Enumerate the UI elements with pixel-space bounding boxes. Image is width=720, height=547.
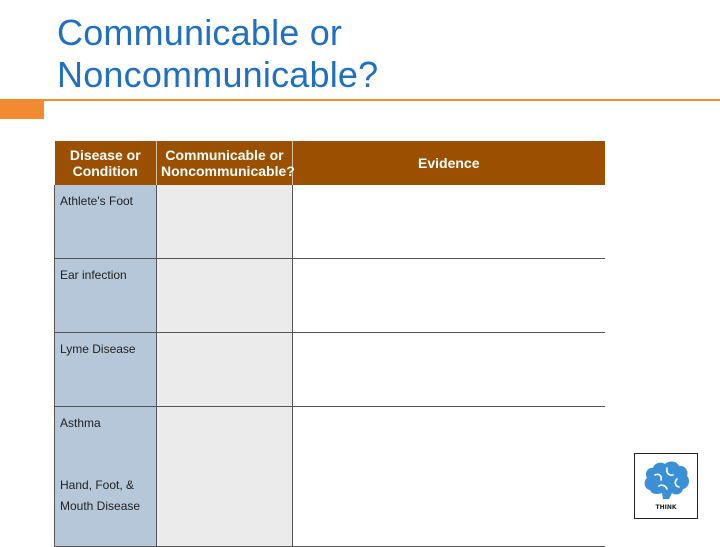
condition-cell	[55, 185, 157, 259]
evidence-cell[interactable]	[293, 407, 605, 547]
think-label: THINK	[655, 504, 677, 511]
table-header-row	[55, 141, 605, 185]
accent-rule-line	[42, 99, 720, 101]
condition-label: Athlete's Foot	[60, 194, 133, 208]
table-row	[55, 333, 605, 407]
table-row	[55, 185, 605, 259]
condition-label: Asthma	[60, 416, 101, 430]
classification-cell[interactable]	[157, 407, 293, 547]
header-evidence: Evidence	[293, 141, 605, 185]
condition-label: Ear infection	[60, 268, 127, 282]
condition-cell	[55, 407, 157, 547]
worksheet-table	[54, 141, 605, 547]
header-disease: Disease or Condition	[55, 141, 157, 185]
classification-cell[interactable]	[157, 185, 293, 259]
accent-rule-stub	[42, 99, 44, 119]
condition-cell	[55, 259, 157, 333]
condition-label: Lyme Disease	[60, 342, 136, 356]
table-row	[55, 407, 605, 547]
think-badge	[634, 453, 698, 519]
classification-cell[interactable]	[157, 333, 293, 407]
slide-title: Communicable or Noncommunicable?	[57, 12, 379, 95]
evidence-cell[interactable]	[293, 259, 605, 333]
header-communicable: Communicable or Noncommunicable?	[157, 141, 293, 185]
brain-icon	[641, 459, 691, 505]
condition-label-extra: Hand, Foot, & Mouth Disease	[60, 478, 141, 513]
accent-bar-left	[0, 99, 42, 119]
evidence-cell[interactable]	[293, 185, 605, 259]
table-row	[55, 259, 605, 333]
classification-cell[interactable]	[157, 259, 293, 333]
condition-cell	[55, 333, 157, 407]
accent-rule	[42, 99, 720, 119]
evidence-cell[interactable]	[293, 333, 605, 407]
